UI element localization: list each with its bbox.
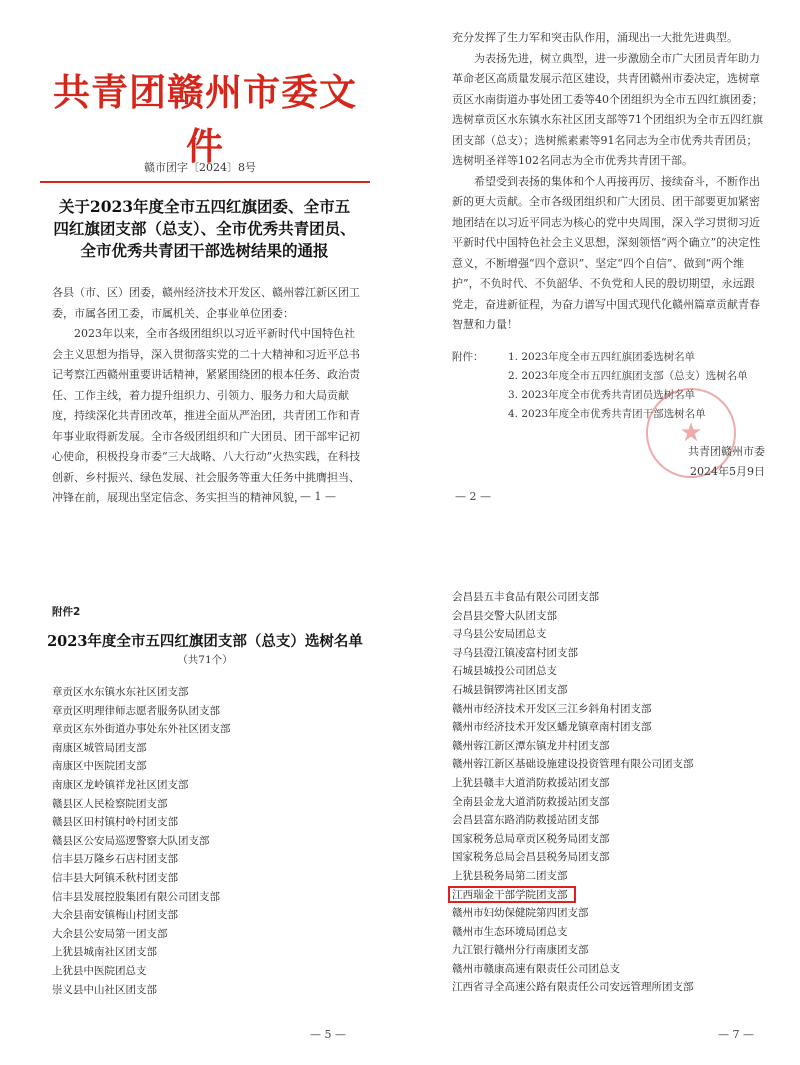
list-item: 江西省寻全高速公路有限责任公司安远管理所团支部 [452,981,694,994]
list-title: 2023年度全市五四红旗团支部（总支）选树名单 [47,633,363,650]
list-item: 全南县金龙大道消防救援站团支部 [452,795,610,808]
list-item: 赣州市经济技术开发区三江乡斜角村团支部 [452,702,652,715]
list-item: 赣州蓉江新区潭东镇龙井村团支部 [452,739,610,752]
list-item: 信丰县发展控股集团有限公司团支部 [52,890,220,903]
signature-date: 2024年5月9日 [690,465,765,478]
list-item: 上犹县税务局第二团支部 [452,869,568,882]
red-divider-line [40,181,370,183]
continuation-paragraph: 充分发挥了生力军和突击队作用，涌现出一大批先进典型。 [452,31,738,44]
list-item: 上犹县城南社区团支部 [52,946,157,959]
list-item: 石城县城投公司团总支 [452,665,557,678]
list-item: 赣县区公安局巡逻警察大队团支部 [52,834,210,847]
signature-block [625,442,765,482]
highlighted-list-item [452,886,782,905]
attachment-item: 3. 2023年度全市优秀共青团员选树名单 [508,389,696,401]
list-item: 九江银行赣州分行南康团支部 [452,944,589,957]
document-number: 赣市团字〔2024〕8号 [144,161,256,174]
list-item: 大余县南安镇梅山村团支部 [52,909,178,922]
page-7 [400,540,800,1065]
page-1-body [52,283,364,509]
list-item: 赣县区人民检察院团支部 [52,797,168,810]
list-item: 赣州市赣康高速有限责任公司团总支 [452,962,620,975]
commendation-paragraph: 为表扬先进，树立典型，进一步激励全市广大团员青年助力革命老区高质量发展示范区建设，共青团赣州市委决定，选树章贡区水南街道办事处团工委等40个团组织为全市五四红旗团委；选树章贡区水东镇水东社区团支部等71个团组织为全市五四红旗团支部（总支）；选树熊素素等91名同志为全市优秀共青团员；选树明圣祥等102名同志为全市优秀共青团干部。 [452,51,763,167]
list-item: 寻乌县公安局团总支 [452,628,547,641]
list-item: 赣县区田村镇村岭村团支部 [52,816,178,829]
list-count: （共71个） [177,654,233,666]
list-item: 信丰县万隆乡石店村团支部 [52,853,178,866]
list-item: 会昌县交警大队团支部 [452,609,557,622]
encouragement-paragraph: 希望受到表扬的集体和个人再接再厉、接续奋斗，不断作出新的更大贡献。全市各级团组织和广大团员、团干部要更加紧密地团结在以习近平同志为核心的党中央周围，深入学习贯彻习近平新时代中国特色社会主义思想，深刻领悟“两个确立”的决定性意义，不断增强“四个意识”、坚定“四个自信”、做到“两个维护”，不负时代、不负韶华、不负党和人民的殷切期望，永远跟党走，奋进新征程，为奋力谱写中国式现代化赣州篇章贡献青春智慧和力量！ [452,174,761,331]
list-item: 南康区城管局团支部 [52,741,147,754]
attachment-item: 2. 2023年度全市五四红旗团支部（总支）选树名单 [508,370,748,382]
branch-list [52,683,382,999]
list-item: 信丰县大阿镇禾秋村团支部 [52,871,178,884]
list-item: 大余县公安局第一团支部 [52,927,168,940]
page-number: — 2 — [455,490,491,503]
attachment-label: 附件2 [52,606,81,618]
list-item: 石城县铜锣湾社区团支部 [452,683,568,696]
list-item: 上犹县赣丰大道消防救援站团支部 [452,776,610,789]
list-item: 赣州市生态环境局团总支 [452,925,568,938]
list-item: 国家税务总局会昌县税务局团支部 [452,851,610,864]
attachments-label: 附件： [452,351,484,363]
document-masthead: 共青团赣州市委文件 [53,71,357,168]
salutation: 各县（市、区）团委，赣州经济技术开发区、赣州蓉江新区团工委，市属各团工委，市属机关、企事业单位团委： [52,286,360,320]
list-item: 会昌县富东路消防救援站团支部 [452,814,599,827]
document-title: 关于2023年度全市五四红旗团委、全市五四红旗团支部（总支）、全市优秀共青团员、全市优秀共青团干部选树结果的通报 [53,197,356,260]
list-item: 国家税务总局章贡区税务局团支部 [452,832,610,845]
list-item: 南康区龙岭镇祥龙社区团支部 [52,778,189,791]
list-item: 上犹县中医院团总支 [52,964,147,977]
page-number: — 1 — [300,490,336,503]
page-2-body [452,28,764,336]
page-5 [0,540,400,1065]
highlighted-item-text: 江西瑞金干部学院团支部 [452,888,568,901]
list-item: 章贡区水东镇水东社区团支部 [52,686,189,698]
attachment-item: 4. 2023年度全市优秀共青团干部选树名单 [508,408,706,420]
list-item: 寻乌县澄江镇凌富村团支部 [452,646,578,659]
list-item: 章贡区东外街道办事处东外社区团支部 [52,723,231,736]
page-2 [400,0,800,532]
list-item: 赣州蓉江新区基础设施建设投资管理有限公司团支部 [452,758,694,771]
attachment-item: 1. 2023年度全市五四红旗团委选树名单 [508,351,696,363]
page-number: — 5 — [310,1028,346,1041]
page-number: — 7 — [718,1028,754,1041]
intro-paragraph: 2023年以来，全市各级团组织以习近平新时代中国特色社会主义思想为指导，深入贯彻落实党的二十大精神和习近平总书记考察江西赣州重要讲话精神，紧紧围绕团的根本任务、政治责任、工作主线，着力提升组织力、引领力、服务力和大局贡献度，持续深化共青团改革，推进全面从严治团，共青团工作和青年事业取得新发展。全市各级团组织和广大团员、团干部牢记初心使命，积极投身市委“三大战略、八大行动”火热实践，在科技创新、乡村振兴、绿色发展、社会服务等重大任务中挑膺担当、冲锋在前，展现出坚定信念、务实担当的精神风貌， [52,327,361,504]
list-item: 会昌县五丰食品有限公司团支部 [452,591,599,603]
list-item: 南康区中医院团支部 [52,760,147,773]
list-item: 赣州市妇幼保健院第四团支部 [452,907,589,920]
official-seal-icon: ★ [646,388,736,478]
red-highlight-box [448,886,576,903]
branch-list-continued [452,588,782,997]
list-item: 崇义县中山社区团支部 [52,983,157,996]
page-1 [0,0,400,532]
list-item: 赣州市经济技术开发区蟠龙镇章南村团支部 [452,721,652,734]
list-item: 章贡区明理律师志愿者服务队团支部 [52,704,220,717]
signature-org: 共青团赣州市委 [688,445,765,458]
